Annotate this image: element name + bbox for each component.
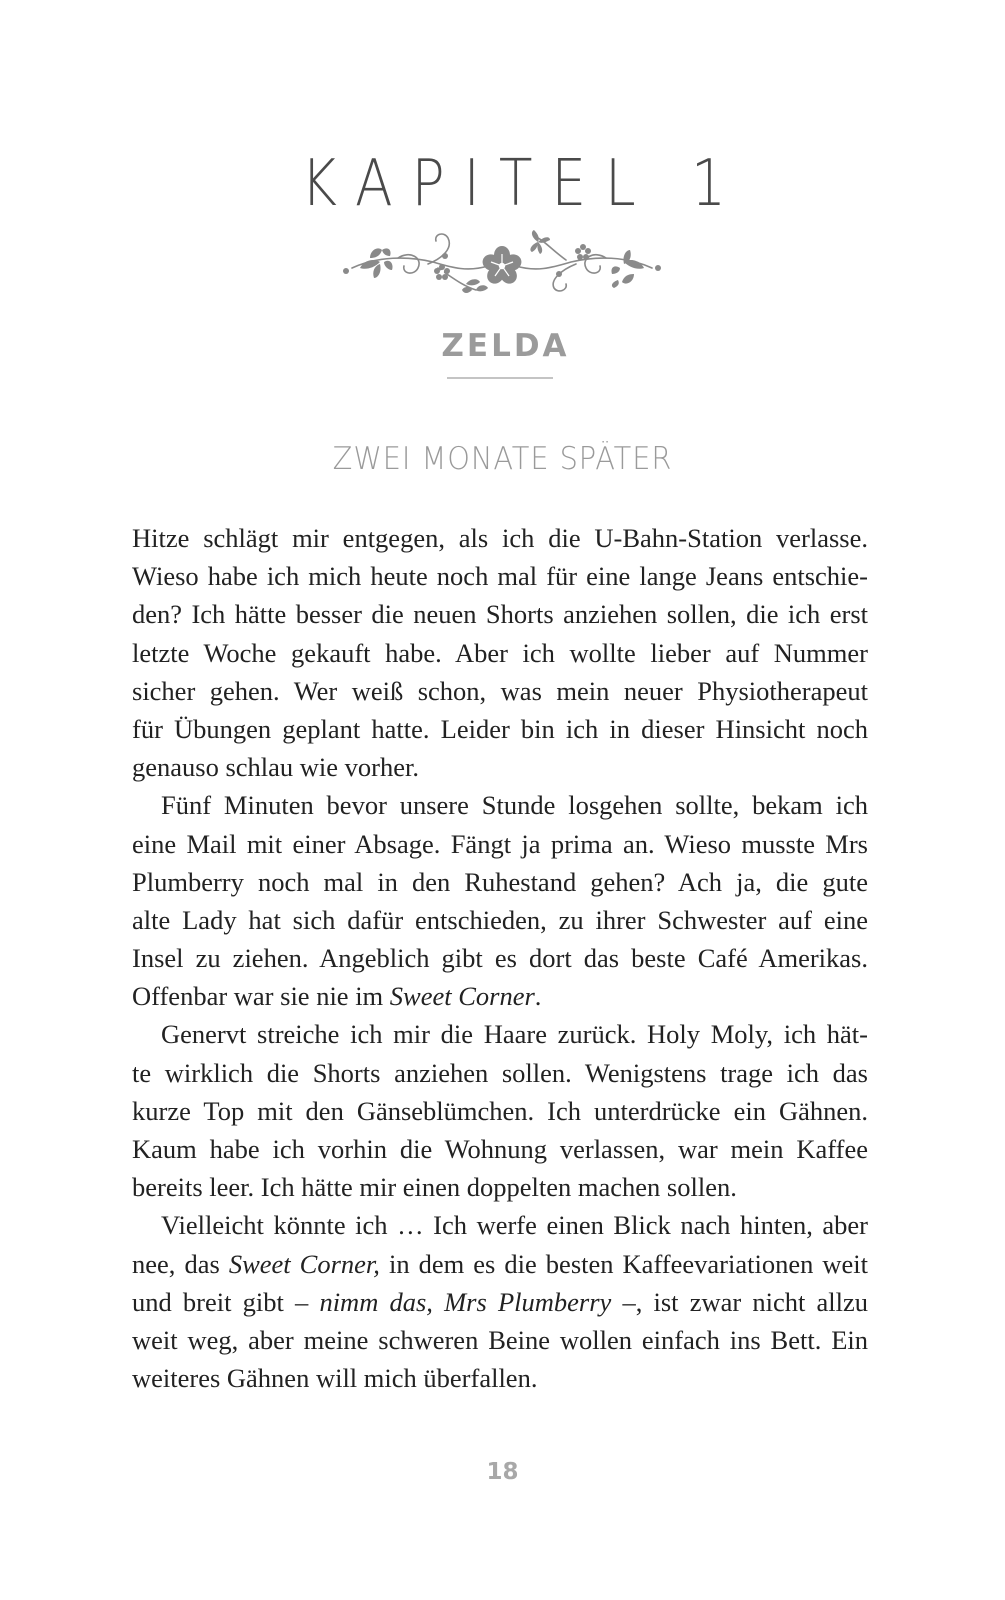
text-line: sicher gehen. Wer weiß schon, was mein neuer Physiotherapeut: [132, 675, 868, 706]
chapter-body-text: [132, 519, 868, 1397]
text-line: te wirklich die Shorts anziehen sollen. Wenigstens trage ich das: [132, 1057, 868, 1088]
page-number: 18: [486, 1459, 519, 1485]
text-line: [132, 1283, 868, 1321]
text-line: Insel zu ziehen. Angeblich gibt es dort das beste Café Amerikas.: [132, 943, 868, 974]
divider-rule: [447, 377, 553, 379]
text-line: [132, 1245, 868, 1283]
text-line: weit weg, aber meine schweren Beine wollen einfach ins Bett. Ein: [132, 1324, 868, 1355]
pov-character-name: ZELDA: [441, 328, 570, 364]
floral-vine-ornament-icon: [338, 228, 666, 296]
text-segment: Offenbar war sie nie im: [132, 981, 390, 1012]
text-line: Wieso habe ich mich heute noch mal für eine lange Jeans entschie-: [132, 561, 868, 592]
text-line: weiteres Gähnen will mich überfallen.: [132, 1363, 538, 1394]
text-line: Plumberry noch mal in den Ruhestand gehen? Ach ja, die gute: [132, 866, 868, 897]
text-line: [132, 977, 868, 1015]
chapter-title: KAPITEL 1: [300, 147, 745, 221]
text-line: bereits leer. Ich hätte mir einen doppelten machen sollen.: [132, 1172, 737, 1203]
text-line: alte Lady hat sich dafür entschieden, zu ihrer Schwester auf eine: [132, 904, 868, 935]
text-line: Genervt streiche ich mir die Haare zurück. Holy Moly, ich hät-: [161, 1019, 868, 1050]
text-line: den? Ich hätte besser die neuen Shorts anziehen sollen, die ich erst: [132, 599, 868, 630]
text-line: letzte Woche gekauft habe. Aber ich wollte lieber auf Nummer: [132, 637, 868, 668]
time-note: ZWEI MONATE SPÄTER: [332, 441, 673, 477]
text-segment: –, ist zwar nicht allzu: [611, 1286, 868, 1317]
text-line: Hitze schlägt mir entgegen, als ich die U-Bahn-Station verlasse.: [132, 523, 868, 553]
text-line: Vielleicht könnte ich … Ich werfe einen Blick nach hinten, aber: [161, 1210, 868, 1241]
text-line: kurze Top mit den Gänseblümchen. Ich unterdrücke ein Gähnen.: [132, 1095, 868, 1126]
text-line: genauso schlau wie vorher.: [132, 752, 419, 783]
text-segment: in dem es die besten Kaffeevariationen weit: [379, 1248, 868, 1279]
italic-place-name: Sweet Corner,: [228, 1248, 380, 1279]
text-line: Fünf Minuten bevor unsere Stunde losgehen sollte, bekam ich: [161, 790, 868, 821]
text-line: Kaum habe ich vorhin die Wohnung verlassen, war mein Kaffee: [132, 1134, 868, 1164]
text-line: eine Mail mit einer Absage. Fängt ja prima an. Wieso musste Mrs: [132, 828, 868, 859]
text-segment: und breit gibt –: [132, 1286, 320, 1317]
text-line: für Übungen geplant hatte. Leider bin ich in dieser Hinsicht noch: [132, 713, 868, 744]
text-segment: nee, das: [132, 1248, 229, 1279]
italic-aside: nimm das, Mrs Plumberry: [319, 1286, 612, 1317]
text-segment: .: [534, 981, 542, 1012]
italic-place-name: Sweet Corner: [389, 981, 535, 1012]
